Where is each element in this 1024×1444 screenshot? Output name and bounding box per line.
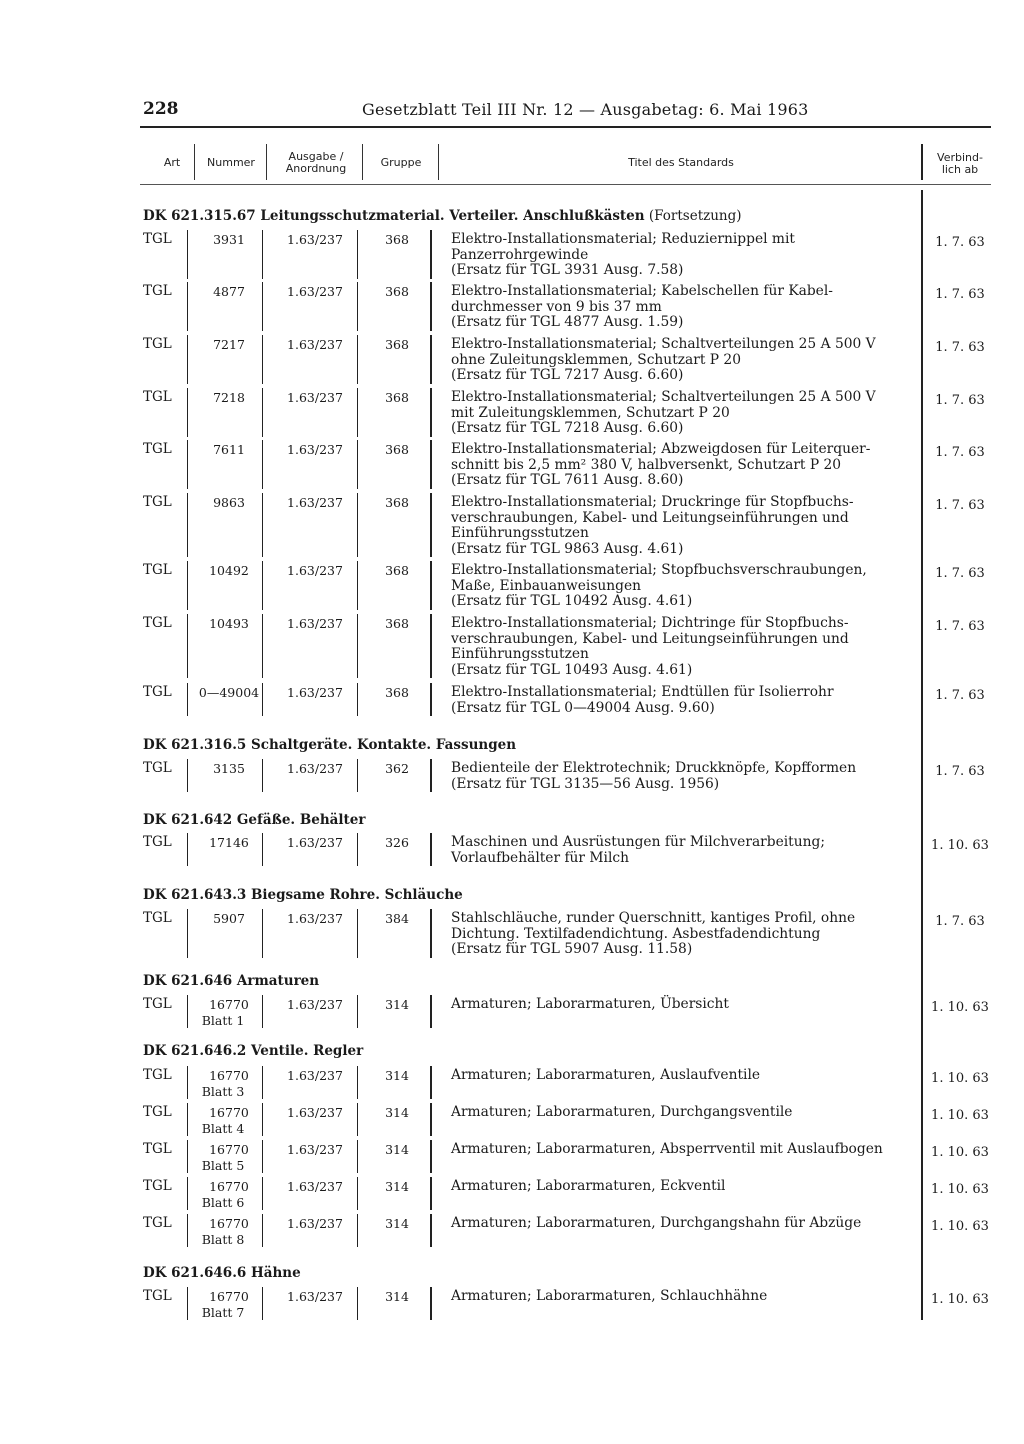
row-column-rule (187, 1066, 188, 1099)
row-title-line: mit Zuleitungsklemmen, Schutzart P 20 (451, 404, 730, 421)
row-column-rule (357, 683, 358, 716)
row-column-rule (430, 230, 432, 279)
row-blatt: Blatt 5 (201, 1157, 245, 1173)
row-verbindlich: 1. 7. 63 (935, 287, 985, 302)
header-separator (362, 144, 363, 180)
row-art: TGL (143, 996, 172, 1012)
row-gruppe: 384 (385, 911, 409, 926)
row-art: TGL (143, 336, 172, 352)
row-art: TGL (143, 441, 172, 457)
row-gruppe: 314 (385, 1142, 409, 1157)
row-column-rule (357, 1287, 358, 1320)
column-header-titel: Titel des Standards (628, 156, 734, 169)
row-column-rule (262, 614, 263, 678)
row-art: TGL (143, 389, 172, 405)
row-gruppe: 368 (385, 685, 409, 700)
row-column-rule (430, 335, 432, 384)
row-ausgabe: 1.63/237 (287, 911, 343, 926)
row-title-line: Armaturen; Laborarmaturen, Durchgangshahn für Abzüge (451, 1215, 862, 1231)
row-ausgabe: 1.63/237 (287, 835, 343, 850)
row-column-rule (262, 1214, 263, 1247)
row-nummer: 7217 (213, 337, 245, 352)
row-ausgabe: 1.63/237 (287, 442, 343, 457)
row-title-line: Armaturen; Laborarmaturen, Übersicht (451, 996, 729, 1012)
row-ausgabe: 1.63/237 (287, 563, 343, 578)
row-column-rule (187, 1177, 188, 1210)
row-column-rule (357, 909, 358, 958)
section-heading-text: DK 621.646.2 Ventile. Regler (143, 1043, 364, 1059)
row-column-rule (357, 493, 358, 557)
row-column-rule (430, 440, 432, 489)
row-column-rule (430, 1287, 432, 1320)
row-art: TGL (143, 1141, 172, 1157)
row-verbindlich: 1. 7. 63 (935, 914, 985, 929)
row-nummer: 0—49004 (198, 685, 260, 700)
header-separator (194, 144, 195, 180)
row-verbindlich: 1. 10. 63 (931, 1292, 989, 1307)
row-column-rule (187, 683, 188, 716)
row-title-line: Elektro-Installationsmaterial; Druckringe für Stopfbuchs- (451, 494, 854, 510)
row-column-rule (187, 388, 188, 437)
row-ausgabe: 1.63/237 (287, 337, 343, 352)
row-blatt: Blatt 8 (201, 1231, 245, 1247)
row-nummer: 10492 (209, 563, 249, 578)
row-gruppe: 314 (385, 1068, 409, 1083)
row-column-rule (187, 230, 188, 279)
row-verbindlich: 1. 7. 63 (935, 498, 985, 513)
row-nummer: 3135 (213, 761, 245, 776)
row-column-rule (357, 282, 358, 331)
section-heading (143, 812, 365, 828)
column-header-ausgabe (268, 151, 364, 175)
row-verbindlich: 1. 10. 63 (931, 1182, 989, 1197)
row-column-rule (262, 440, 263, 489)
row-column-rule (187, 909, 188, 958)
row-column-rule (262, 493, 263, 557)
row-art: TGL (143, 283, 172, 299)
row-title-line: Elektro-Installationsmaterial; Schaltverteilungen 25 A 500 V (451, 336, 876, 352)
row-title-line: (Ersatz für TGL 7218 Ausg. 6.60) (451, 420, 684, 436)
section-heading-text: DK 621.316.5 Schaltgeräte. Kontakte. Fassungen (143, 737, 517, 753)
row-nummer: 16770 (209, 1289, 249, 1304)
row-column-rule (262, 230, 263, 279)
row-column-rule (430, 1177, 432, 1210)
row-column-rule (262, 388, 263, 437)
column-header-art: Art (163, 156, 181, 169)
row-title-line: Stahlschläuche, runder Querschnitt, kantiges Profil, ohne (451, 910, 856, 926)
row-title-line: Elektro-Installationsmaterial; Dichtringe für Stopfbuchs- (451, 615, 849, 631)
header-separator (921, 144, 923, 180)
section-heading (143, 973, 319, 989)
row-ausgabe: 1.63/237 (287, 1179, 343, 1194)
row-column-rule (357, 561, 358, 610)
row-ausgabe: 1.63/237 (287, 1068, 343, 1083)
row-title-line: (Ersatz für TGL 4877 Ausg. 1.59) (451, 314, 684, 330)
column-header-verbindlich-line2: lich ab (941, 163, 979, 176)
row-column-rule (430, 493, 432, 557)
row-gruppe: 368 (385, 232, 409, 247)
row-blatt: Blatt 3 (201, 1083, 245, 1099)
row-column-rule (357, 230, 358, 279)
row-gruppe: 314 (385, 997, 409, 1012)
row-art: TGL (143, 910, 172, 926)
row-column-rule (430, 561, 432, 610)
column-header-ausgabe-line2: Anordnung (285, 162, 347, 175)
row-column-rule (430, 1140, 432, 1173)
row-title-line: (Ersatz für TGL 3135—56 Ausg. 1956) (451, 775, 720, 792)
row-nummer: 16770 (209, 1179, 249, 1194)
row-column-rule (187, 561, 188, 610)
row-gruppe: 314 (385, 1105, 409, 1120)
row-column-rule (262, 335, 263, 384)
row-art: TGL (143, 834, 172, 850)
header-rule (140, 126, 991, 128)
column-header-rule (140, 184, 991, 185)
column-header-verbindlich (925, 152, 995, 176)
row-column-rule (262, 1103, 263, 1136)
row-column-rule (262, 909, 263, 958)
row-art: TGL (143, 684, 172, 700)
row-nummer: 3931 (213, 232, 245, 247)
row-gruppe: 368 (385, 442, 409, 457)
row-art: TGL (143, 1288, 172, 1304)
row-ausgabe: 1.63/237 (287, 495, 343, 510)
row-title-line: Armaturen; Laborarmaturen, Schlauchhähne (451, 1288, 768, 1304)
row-column-rule (262, 995, 263, 1028)
column-header-nummer: Nummer (207, 156, 255, 169)
row-title-line: durchmesser von 9 bis 37 mm (451, 298, 662, 315)
row-title-line: (Ersatz für TGL 10493 Ausg. 4.61) (451, 661, 693, 678)
row-title-line: (Ersatz für TGL 7217 Ausg. 6.60) (451, 367, 684, 383)
row-verbindlich: 1. 10. 63 (931, 838, 989, 853)
row-art: TGL (143, 760, 172, 776)
row-verbindlich: 1. 7. 63 (935, 445, 985, 460)
row-nummer: 7218 (213, 390, 245, 405)
row-title-line: Vorlaufbehälter für Milch (451, 849, 629, 866)
row-title-line: Panzerrohrgewinde (451, 246, 589, 263)
row-verbindlich: 1. 7. 63 (935, 688, 985, 703)
header-separator (266, 144, 267, 180)
row-verbindlich: 1. 7. 63 (935, 619, 985, 634)
row-column-rule (357, 759, 358, 792)
row-title-line: Elektro-Installationsmaterial; Endtüllen für Isolierrohr (451, 684, 834, 700)
row-title-line: ohne Zuleitungsklemmen, Schutzart P 20 (451, 351, 741, 368)
row-title-line: Maße, Einbauanweisungen (451, 577, 642, 594)
row-title-line: (Ersatz für TGL 10492 Ausg. 4.61) (451, 593, 693, 609)
row-ausgabe: 1.63/237 (287, 1105, 343, 1120)
row-gruppe: 368 (385, 390, 409, 405)
row-column-rule (187, 1287, 188, 1320)
section-heading (143, 887, 463, 903)
row-blatt: Blatt 4 (201, 1120, 245, 1136)
row-art: TGL (143, 1215, 172, 1231)
row-art: TGL (143, 494, 172, 510)
row-column-rule (430, 683, 432, 716)
row-column-rule (357, 833, 358, 866)
row-gruppe: 368 (385, 563, 409, 578)
row-gruppe: 368 (385, 495, 409, 510)
row-column-rule (357, 614, 358, 678)
row-title-line: schnitt bis 2,5 mm² 380 V, halbversenkt, Schutzart P 20 (451, 456, 842, 473)
row-ausgabe: 1.63/237 (287, 997, 343, 1012)
row-ausgabe: 1.63/237 (287, 1142, 343, 1157)
row-title-line: (Ersatz für TGL 0—49004 Ausg. 9.60) (451, 699, 715, 716)
row-column-rule (430, 909, 432, 958)
row-column-rule (187, 833, 188, 866)
row-column-rule (187, 614, 188, 678)
row-column-rule (262, 833, 263, 866)
row-gruppe: 368 (385, 284, 409, 299)
row-gruppe: 362 (385, 761, 409, 776)
row-column-rule (262, 282, 263, 331)
row-title-line: (Ersatz für TGL 7611 Ausg. 8.60) (451, 472, 684, 488)
row-column-rule (357, 1103, 358, 1136)
row-title-line: Elektro-Installationsmaterial; Stopfbuchsverschraubungen, (451, 562, 867, 578)
page-number: 228 (143, 99, 179, 119)
row-ausgabe: 1.63/237 (287, 616, 343, 631)
row-blatt: Blatt 1 (201, 1012, 245, 1028)
row-column-rule (430, 282, 432, 331)
row-title-line: Armaturen; Laborarmaturen, Absperrventil mit Auslaufbogen (451, 1141, 883, 1157)
row-gruppe: 314 (385, 1289, 409, 1304)
row-nummer: 9863 (213, 495, 245, 510)
row-gruppe: 326 (385, 835, 409, 850)
row-art: TGL (143, 1178, 172, 1194)
row-column-rule (187, 1103, 188, 1136)
row-title-line: Einführungsstutzen (451, 646, 589, 662)
section-heading-text: DK 621.646 Armaturen (143, 973, 320, 989)
row-column-rule (262, 1287, 263, 1320)
page-header-title: Gesetzblatt Teil III Nr. 12 — Ausgabetag: 6. Mai 1963 (362, 100, 809, 119)
row-column-rule (357, 1140, 358, 1173)
row-column-rule (262, 759, 263, 792)
row-title-line: Elektro-Installationsmaterial; Kabelschellen für Kabel- (451, 283, 833, 299)
row-column-rule (357, 1214, 358, 1247)
row-verbindlich: 1. 10. 63 (931, 1108, 989, 1123)
row-column-rule (430, 1066, 432, 1099)
row-ausgabe: 1.63/237 (287, 761, 343, 776)
row-column-rule (430, 833, 432, 866)
row-verbindlich: 1. 7. 63 (935, 235, 985, 250)
row-column-rule (357, 388, 358, 437)
row-column-rule (187, 995, 188, 1028)
row-column-rule (357, 995, 358, 1028)
row-column-rule (430, 1103, 432, 1136)
section-heading-suffix: (Fortsetzung) (644, 208, 742, 224)
row-ausgabe: 1.63/237 (287, 1216, 343, 1231)
row-title-line: (Ersatz für TGL 9863 Ausg. 4.61) (451, 540, 684, 557)
row-title-line: Elektro-Installationsmaterial; Reduziernippel mit (451, 231, 795, 247)
row-verbindlich: 1. 10. 63 (931, 1145, 989, 1160)
section-heading-text: DK 621.646.6 Hähne (143, 1265, 301, 1281)
row-column-rule (187, 759, 188, 792)
section-heading-text: DK 621.642 Gefäße. Behälter (143, 812, 366, 828)
row-column-rule (262, 683, 263, 716)
row-verbindlich: 1. 7. 63 (935, 340, 985, 355)
row-column-rule (262, 1140, 263, 1173)
row-art: TGL (143, 1067, 172, 1083)
row-verbindlich: 1. 7. 63 (935, 566, 985, 581)
row-gruppe: 314 (385, 1216, 409, 1231)
row-art: TGL (143, 231, 172, 247)
section-heading (143, 1043, 363, 1059)
section-heading (143, 737, 516, 753)
row-column-rule (357, 440, 358, 489)
section-heading (143, 208, 742, 224)
row-nummer: 16770 (209, 1142, 249, 1157)
row-column-rule (262, 561, 263, 610)
row-nummer: 16770 (209, 997, 249, 1012)
row-verbindlich: 1. 10. 63 (931, 1219, 989, 1234)
row-column-rule (187, 1214, 188, 1247)
row-ausgabe: 1.63/237 (287, 232, 343, 247)
row-art: TGL (143, 615, 172, 631)
row-verbindlich: 1. 7. 63 (935, 764, 985, 779)
row-title-line: verschraubungen, Kabel- und Leitungseinführungen und (451, 630, 849, 647)
row-column-rule (430, 1214, 432, 1247)
row-title-line: Armaturen; Laborarmaturen, Durchgangsventile (451, 1104, 793, 1120)
row-nummer: 16770 (209, 1105, 249, 1120)
row-title-line: Armaturen; Laborarmaturen, Auslaufventile (451, 1067, 761, 1083)
row-column-rule (430, 759, 432, 792)
row-title-line: (Ersatz für TGL 3931 Ausg. 7.58) (451, 262, 684, 278)
row-nummer: 17146 (209, 835, 249, 850)
row-gruppe: 368 (385, 337, 409, 352)
row-column-rule (187, 1140, 188, 1173)
row-title-line: verschraubungen, Kabel- und Leitungseinführungen und (451, 509, 849, 526)
row-column-rule (187, 335, 188, 384)
row-column-rule (262, 1066, 263, 1099)
row-column-rule (357, 335, 358, 384)
row-nummer: 10493 (209, 616, 249, 631)
row-nummer: 4877 (213, 284, 245, 299)
row-ausgabe: 1.63/237 (287, 1289, 343, 1304)
row-title-line: Maschinen und Ausrüstungen für Milchverarbeitung; (451, 834, 825, 850)
row-art: TGL (143, 562, 172, 578)
section-heading (143, 1265, 301, 1281)
row-title-line: Einführungsstutzen (451, 525, 589, 541)
row-verbindlich: 1. 10. 63 (931, 1071, 989, 1086)
row-nummer: 5907 (213, 911, 245, 926)
row-nummer: 16770 (209, 1068, 249, 1083)
section-heading-text: DK 621.315.67 Leitungsschutzmaterial. Verteiler. Anschlußkästen (143, 208, 645, 224)
column-header-verbindlich-line1: Verbind- (937, 151, 983, 164)
row-column-rule (357, 1177, 358, 1210)
row-column-rule (430, 995, 432, 1028)
row-column-rule (187, 440, 188, 489)
row-column-rule (187, 282, 188, 331)
row-art: TGL (143, 1104, 172, 1120)
verbindlich-column-rule (921, 190, 923, 1320)
row-blatt: Blatt 7 (201, 1304, 245, 1320)
row-title-line: Elektro-Installationsmaterial; Abzweigdosen für Leiterquer- (451, 441, 871, 457)
row-nummer: 7611 (213, 442, 245, 457)
column-header-ausgabe-line1: Ausgabe / (288, 150, 344, 163)
row-nummer: 16770 (209, 1216, 249, 1231)
row-blatt: Blatt 6 (201, 1194, 245, 1210)
row-ausgabe: 1.63/237 (287, 685, 343, 700)
section-heading-text: DK 621.643.3 Biegsame Rohre. Schläuche (143, 887, 463, 903)
row-gruppe: 314 (385, 1179, 409, 1194)
row-column-rule (430, 388, 432, 437)
row-verbindlich: 1. 7. 63 (935, 393, 985, 408)
header-separator (438, 144, 439, 180)
row-column-rule (357, 1066, 358, 1099)
row-column-rule (430, 614, 432, 678)
row-title-line: (Ersatz für TGL 5907 Ausg. 11.58) (451, 941, 693, 957)
row-title-line: Elektro-Installationsmaterial; Schaltverteilungen 25 A 500 V (451, 389, 876, 405)
row-column-rule (187, 493, 188, 557)
row-ausgabe: 1.63/237 (287, 284, 343, 299)
row-column-rule (262, 1177, 263, 1210)
row-title-line: Armaturen; Laborarmaturen, Eckventil (451, 1178, 726, 1194)
row-title-line: Bedienteile der Elektrotechnik; Druckknöpfe, Kopfformen (451, 760, 857, 776)
column-header-gruppe: Gruppe (380, 156, 422, 169)
row-title-line: Dichtung. Textilfadendichtung. Asbestfadendichtung (451, 925, 821, 942)
row-gruppe: 368 (385, 616, 409, 631)
row-ausgabe: 1.63/237 (287, 390, 343, 405)
row-verbindlich: 1. 10. 63 (931, 1000, 989, 1015)
